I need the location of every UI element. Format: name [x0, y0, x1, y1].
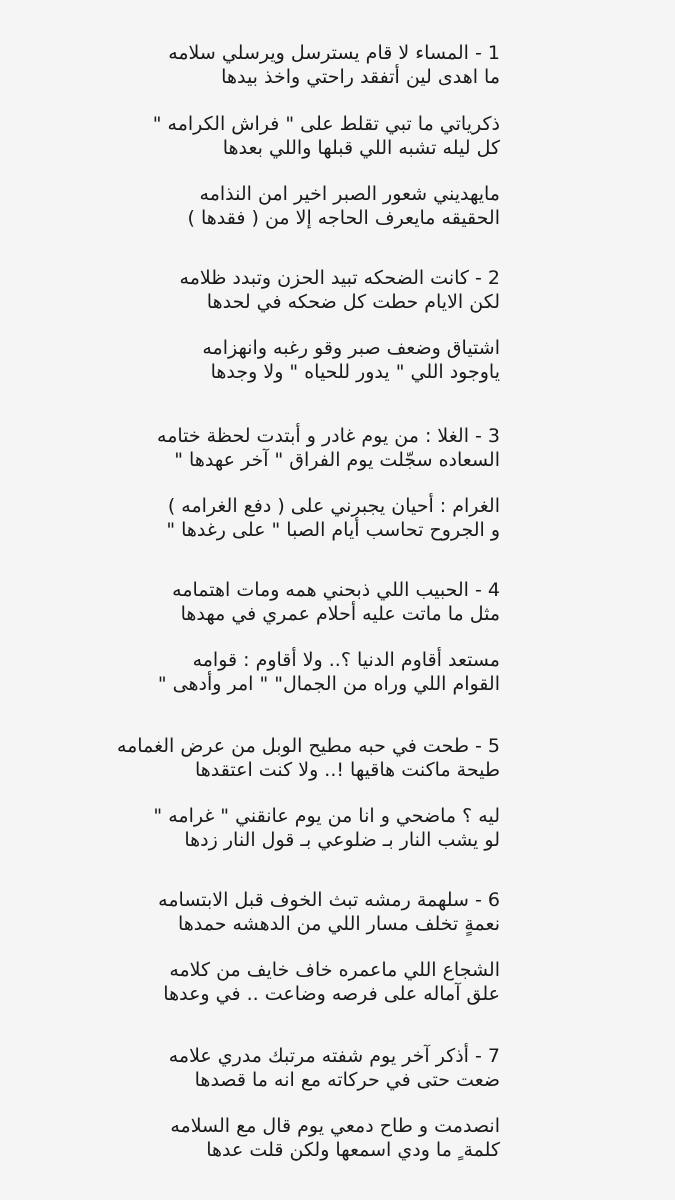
verse-line: السعاده سجّلت يوم الفراق " آخر عهدها " [174, 449, 500, 471]
verse-line: كلمة ٍ ما ودي اسمعها ولكن قلت عدها [206, 1139, 500, 1161]
stanza-10 [116, 734, 500, 782]
verse-line: انصدمت و طاح دمعي يوم قال مع السلامه [170, 1115, 500, 1137]
verse-line: لو يشب النار بـ ضلوعي بـ قول النار زدها [184, 829, 500, 851]
verse-line: ضعت حتى في حركاته مع انه ما قصدها [194, 1069, 500, 1091]
verse-line: طيحة ماكنت هاقيها !.. ولا كنت اعتقدها [194, 759, 500, 781]
stanza-6 [120, 424, 500, 472]
stanza-2 [120, 112, 500, 160]
verse-line: 3 - الغلا : من يوم غادر و أبتدت لحظة ختامه [157, 425, 500, 447]
verse-line: نعمةٍ تخلف مسار اللي من الدهشه حمدها [177, 913, 500, 935]
stanza-15 [120, 1114, 500, 1162]
verse-line: و الجروح تحاسب أيام الصبا " على رغدها " [166, 519, 500, 541]
verse-line: ذكرياتي ما تبي تقلط على " فراش الكرامه " [152, 113, 500, 135]
verse-line: 1 - المساء لا قام يسترسل ويرسلي سلامه [168, 42, 500, 64]
verse-line: القوام اللي وراه من الجمال" " امر وأدهى " [157, 673, 500, 695]
stanza-5 [120, 336, 500, 384]
verse-line: الغرام : أحيان يجبرني على ( دفع الغرامه ) [167, 495, 500, 517]
verse-line: كل ليله تشبه اللي قبلها واللي بعدها [222, 137, 500, 159]
stanza-3 [120, 182, 500, 230]
verse-line: لكن الايام حطت كل ضحكه في لحدها [206, 291, 500, 313]
verse-line: 4 - الحبيب اللي ذبحني همه ومات اهتمامه [172, 579, 500, 601]
stanza-4 [120, 266, 500, 314]
verse-line: 6 - سلهمة رمشه تبث الخوف قبل الابتسامه [158, 889, 500, 911]
stanza-13 [120, 958, 500, 1006]
verse-line: مستعد أقاوم الدنيا ؟.. ولا أقاوم : قوامه [192, 649, 500, 671]
stanza-8 [120, 578, 500, 626]
verse-line: ليه ؟ ماضحي و انا من يوم عانقني " غرامه " [153, 805, 500, 827]
verse-line: مايهديني شعور الصبر اخير امن النذامه [199, 183, 500, 205]
stanza-9 [120, 648, 500, 696]
verse-line: 2 - كانت الضحكه تبيد الحزن وتبدد ظلامه [179, 267, 500, 289]
stanza-12 [120, 888, 500, 936]
verse-line: ما اهدى لين أتفقد راحتي واخذ بيدها [221, 66, 500, 88]
verse-line: مثل ما ماتت عليه أحلام عمري في مهدها [180, 603, 500, 625]
verse-line: 5 - طحت في حبه مطيح الوبل من عرض الغمامه [116, 735, 500, 757]
stanza-14 [120, 1044, 500, 1092]
stanza-1 [120, 41, 500, 89]
stanza-11 [120, 804, 500, 852]
verse-line: اشتياق وضعف صبر وقو رغبه وانهزامه [202, 337, 500, 359]
verse-line: الحقيقه مايعرف الحاجه إلا من ( فقدها ) [187, 207, 500, 229]
verse-line: 7 - أذكر آخر يوم شفته مرتبك مدري علامه [168, 1045, 500, 1067]
verse-line: ياوجود اللي " يدور للحياه " ولا وجدها [210, 361, 500, 383]
stanza-7 [120, 494, 500, 542]
verse-line: الشجاع اللي ماعمره خاف خايف من كلامه [169, 959, 500, 981]
verse-line: علق آماله على فرصه وضاعت .. في وعدها [163, 983, 500, 1005]
